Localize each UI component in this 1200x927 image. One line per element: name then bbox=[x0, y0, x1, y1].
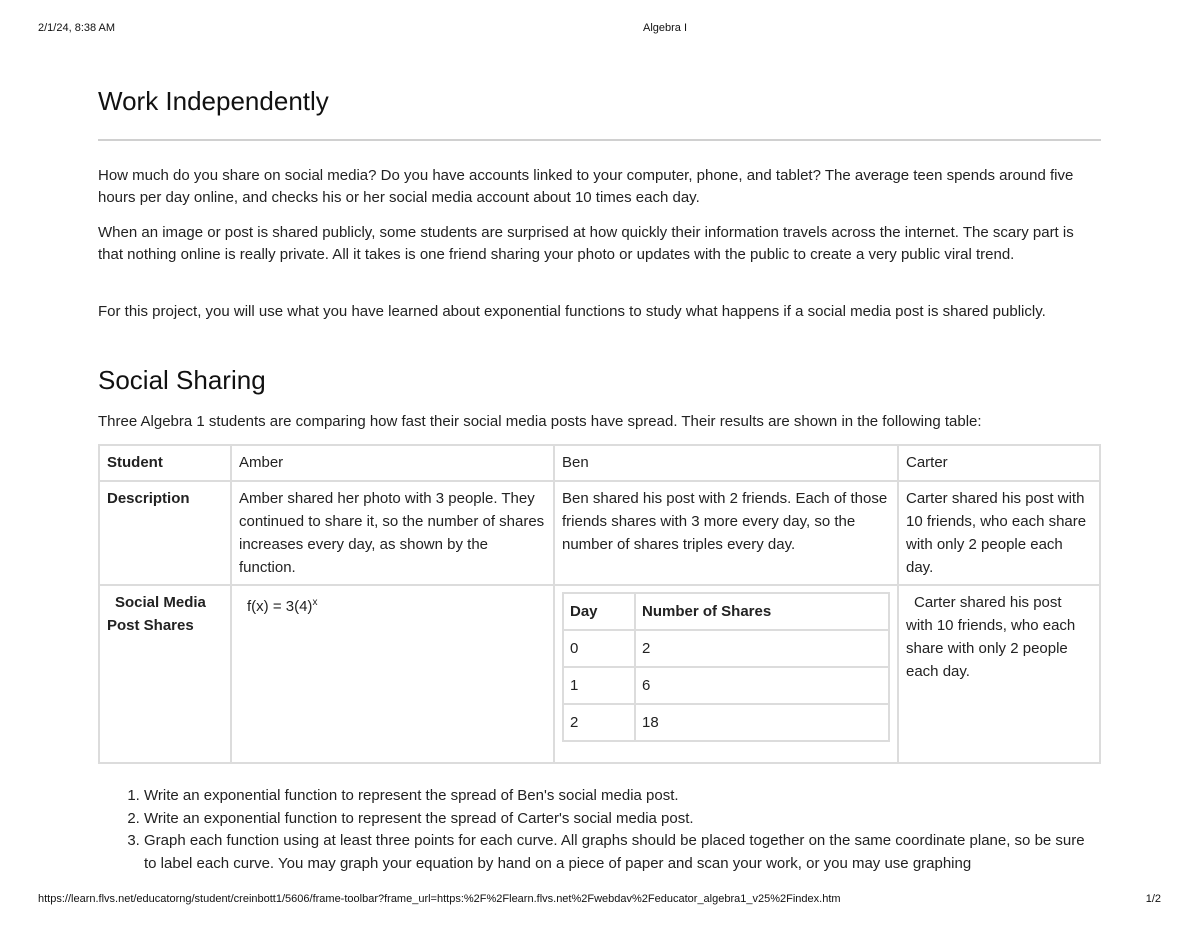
print-title: Algebra I bbox=[642, 22, 688, 34]
intro-paragraph-3: For this project, you will use what you have learned about exponential functions to study what happens if a social media post is shared publicly. bbox=[98, 303, 1046, 320]
row-header-description: Description bbox=[99, 481, 231, 585]
ben-day-cell: 0 bbox=[563, 630, 635, 667]
row-header-shares-label: Social Media Post Shares bbox=[107, 594, 206, 634]
amber-function bbox=[239, 598, 317, 615]
ben-shares-table bbox=[562, 592, 890, 742]
list-item: 1. Write an exponential function to represent the spread of Ben's social media post. bbox=[144, 785, 1094, 808]
ben-shares-cell: 18 bbox=[635, 704, 889, 741]
intro-paragraph-1: How much do you share on social media? Do you have accounts linked to your computer, phone, and tablet? The average teen spends around five hours per day online, and checks his or her social media account about 10 times each day. bbox=[98, 167, 1074, 206]
table-row bbox=[563, 630, 889, 667]
ben-shares-cell: 6 bbox=[635, 667, 889, 704]
print-page-number: 1/2 bbox=[1145, 893, 1161, 905]
table-row bbox=[563, 704, 889, 741]
question-list bbox=[98, 785, 1094, 875]
print-datetime: 2/1/24, 8:38 AM bbox=[38, 22, 116, 34]
table-row-description bbox=[99, 481, 1100, 585]
intro-paragraph-2: When an image or post is shared publicly, some students are surprised at how quickly their information travels across the internet. The scary part is that nothing online is really private. All it takes is one friend sharing your photo or updates with the public to create a very public viral trend. bbox=[98, 224, 1074, 263]
comparison-table bbox=[98, 444, 1101, 764]
description-ben: Ben shared his post with 2 friends. Each of those friends shares with 3 more every day, so the number of shares triples every day. bbox=[554, 481, 898, 585]
ben-header-shares: Number of Shares bbox=[635, 593, 889, 630]
row-header-shares bbox=[99, 585, 231, 763]
student-name-ben: Ben bbox=[554, 445, 898, 481]
row-header-student: Student bbox=[99, 445, 231, 481]
carter-shares-text: Carter shared his post with 10 friends, who each share with only 2 people each day. bbox=[906, 594, 1076, 680]
list-item: 2. Write an exponential function to represent the spread of Carter's social media post. bbox=[144, 808, 1094, 831]
description-amber: Amber shared her photo with 3 people. They continued to share it, so the number of shares increases every day, as shown by the function. bbox=[231, 481, 554, 585]
section-heading-work-independently: Work Independently bbox=[98, 86, 329, 116]
amber-function-exponent: x bbox=[312, 597, 318, 608]
shares-amber bbox=[231, 585, 554, 763]
description-carter: Carter shared his post with 10 friends, who each share with only 2 people each day. bbox=[898, 481, 1100, 585]
ben-day-cell: 1 bbox=[563, 667, 635, 704]
student-name-carter: Carter bbox=[898, 445, 1100, 481]
ben-table-header bbox=[563, 593, 889, 630]
shares-ben bbox=[554, 585, 898, 763]
print-url: https://learn.flvs.net/educatorng/student/creinbott1/5606/frame-toolbar?frame_url=https:%2F%2Flearn.flvs.net%2Fwebdav%2Feducator_algebra1_v25%2Findex.htm bbox=[38, 893, 841, 905]
ben-header-day: Day bbox=[563, 593, 635, 630]
section-heading-social-sharing: Social Sharing bbox=[98, 365, 266, 395]
heading-divider bbox=[98, 139, 1101, 141]
ben-day-cell: 2 bbox=[563, 704, 635, 741]
student-name-amber: Amber bbox=[231, 445, 554, 481]
shares-carter bbox=[898, 585, 1100, 763]
list-item: 3. Graph each function using at least three points for each curve. All graphs should be placed together on the same coordinate plane, so be sure to label each curve. You may graph your equation by hand on a piece of paper and scan your work, or you may use graphing bbox=[144, 830, 1094, 875]
social-sharing-intro: Three Algebra 1 students are comparing how fast their social media posts have spread. Their results are shown in the following table: bbox=[98, 413, 982, 430]
ben-shares-cell: 2 bbox=[635, 630, 889, 667]
table-row-shares bbox=[99, 585, 1100, 763]
amber-function-base: f(x) = 3(4) bbox=[247, 598, 313, 615]
table-row-students bbox=[99, 445, 1100, 481]
table-row bbox=[563, 667, 889, 704]
